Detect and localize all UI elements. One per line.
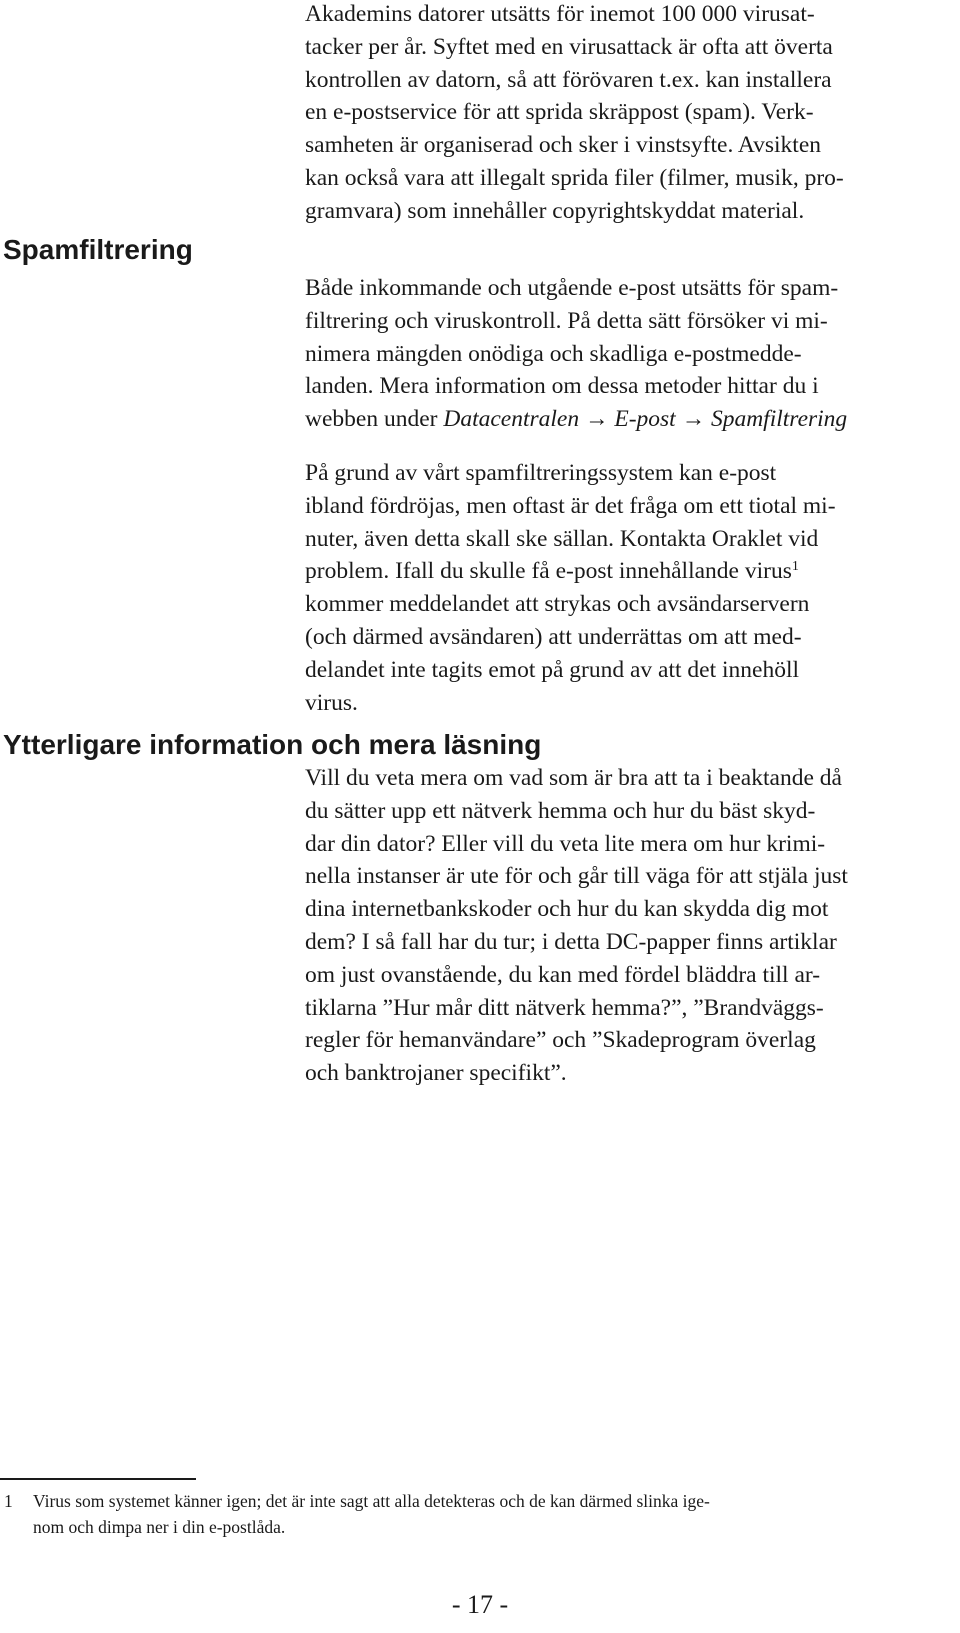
section-heading-reading: Ytterligare information och mera läsning bbox=[3, 729, 542, 760]
spam-paragraph-1 bbox=[305, 272, 930, 436]
text-line: om just ovanstående, du kan med fördel bläddra till ar- bbox=[305, 961, 821, 988]
text-fragment: problem. Ifall du skulle få e-post innehållande virus bbox=[305, 558, 792, 585]
menu-path-datacentralen: Datacentralen bbox=[443, 406, 580, 433]
footnote-text bbox=[33, 1488, 930, 1540]
footnote bbox=[0, 1488, 930, 1540]
text-line: samheten är organiserad och sker i vinstsyfte. Avsikten bbox=[305, 132, 822, 159]
text-line: och banktrojaner specifikt”. bbox=[305, 1060, 567, 1087]
section-heading-spamfiltrering: Spamfiltrering bbox=[3, 234, 193, 265]
text-line: nuter, även detta skall ske sällan. Kontakta Oraklet vid bbox=[305, 525, 819, 552]
footnote-reference[interactable]: 1 bbox=[791, 559, 799, 575]
reading-paragraph bbox=[305, 762, 930, 1090]
text-line: ibland fördröjas, men oftast är det fråga om ett tiotal mi- bbox=[305, 492, 836, 519]
footnote-number: 1 bbox=[4, 1491, 13, 1511]
text-line: tacker per år. Syftet med en virusattack är ofta att överta bbox=[305, 33, 833, 60]
text-line: dina internetbankskoder och hur du kan skydda dig mot bbox=[305, 896, 829, 923]
text-line: kontrollen av datorn, så att förövaren t.ex. kan installera bbox=[305, 66, 832, 93]
text-line: nimera mängden onödiga och skadliga e-postmedde- bbox=[305, 340, 802, 367]
text-line: Både inkommande och utgående e-post utsätts för spam- bbox=[305, 275, 839, 301]
text-line: På grund av vårt spamfiltreringssystem kan e-post bbox=[305, 460, 777, 486]
text-line: Vill du veta mera om vad som är bra att ta i beaktande då bbox=[305, 765, 842, 791]
text-line: Akademins datorer utsätts för inemot 100 000 virusat- bbox=[305, 1, 815, 27]
text-line: regler för hemanvändare” och ”Skadeprogram överlag bbox=[305, 1027, 816, 1054]
text-line: kan också vara att illegalt sprida filer (filmer, musik, pro- bbox=[305, 164, 844, 191]
text-line: gramvara) som innehåller copyrightskyddat material. bbox=[305, 197, 805, 224]
menu-path-epost: E-post bbox=[614, 406, 676, 433]
text-line: nom och dimpa ner i din e-postlåda. bbox=[33, 1517, 286, 1537]
menu-path-spamfiltrering: Spamfiltrering bbox=[710, 406, 848, 433]
text-line: en e-postservice för att sprida skräppost (spam). Verk- bbox=[305, 99, 814, 126]
text-line: dem? I så fall har du tur; i detta DC-papper finns artiklar bbox=[305, 928, 837, 955]
text-line: (och därmed avsändaren) att underrättas om att med- bbox=[305, 623, 802, 650]
page-number: - 17 - bbox=[451, 1590, 509, 1619]
text-line: du sätter upp ett nätverk hemma och hur du bäst skyd- bbox=[305, 797, 816, 824]
text-line: tiklarna ”Hur mår ditt nätverk hemma?”, ”Brandväggs- bbox=[305, 994, 824, 1021]
arrow-icon: → bbox=[675, 406, 711, 433]
text-line: kommer meddelandet att strykas och avsändarservern bbox=[305, 591, 810, 618]
text-line: landen. Mera information om dessa metoder hittar du i bbox=[305, 373, 819, 400]
text-line: filtrering och viruskontroll. På detta sätt försöker vi mi- bbox=[305, 307, 828, 334]
arrow-icon: → bbox=[579, 406, 615, 433]
text-line: delandet inte tagits emot på grund av att det innehöll bbox=[305, 656, 800, 683]
footnote-divider bbox=[0, 1478, 196, 1480]
text-line: virus. bbox=[305, 689, 358, 716]
text-fragment: webben under bbox=[305, 406, 444, 433]
text-line: nella instanser är ute för och går till väga för att stjäla just bbox=[305, 863, 848, 890]
spam-paragraph-2 bbox=[305, 457, 930, 719]
text-line: Virus som systemet känner igen; det är inte sagt att alla detekteras och de kan därmed slinka ige- bbox=[33, 1491, 710, 1511]
intro-paragraph bbox=[305, 0, 930, 228]
text-line bbox=[305, 555, 930, 588]
text-line bbox=[305, 403, 930, 436]
text-line: dar din dator? Eller vill du veta lite mera om hur krimi- bbox=[305, 830, 826, 857]
